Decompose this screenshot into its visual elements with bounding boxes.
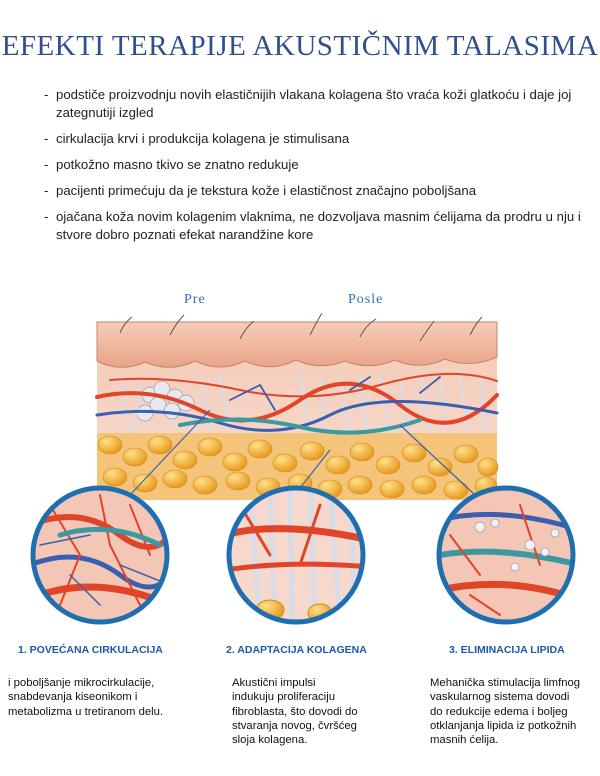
list-item: - potkožno masno tkivo se znatno redukuje	[44, 156, 584, 174]
effect-heading-circulation: 1. POVEĆANA CIRKULACIJA	[18, 644, 163, 656]
detail-circle-lipid	[439, 488, 580, 622]
effect-heading-lipid: 3. ELIMINACIJA LIPIDA	[449, 644, 565, 656]
effect-heading-collagen: 2. ADAPTACIJA KOLAGENA	[226, 644, 367, 656]
label-after: Posle	[348, 292, 384, 307]
list-item: - podstiče proizvodnju novih elastičnijih vlakana kolagena što vraća koži glatkoću i daje joj zategnutiji izgled	[44, 86, 584, 122]
effect-text-collagen: Akustični impulsi indukuju proliferaciju fibroblasta, što dovodi do stvaranja novog, čvršćeg sloja kolagena.	[232, 677, 358, 747]
label-before: Pre	[184, 292, 206, 307]
detail-circle-circulation	[30, 488, 180, 622]
skin-cross-section-illustration	[0, 305, 600, 645]
effect-text-lipid: Mehanička stimulacija limfnog vaskularnog sistema dovodi do redukcije edema i boljeg otklanjanja lipida iz potkožnih masnih ćelija.	[430, 677, 581, 747]
page-title: EFEKTI TERAPIJE AKUSTIČNIM TALASIMA	[1, 30, 599, 62]
list-item: - pacijenti primećuju da je tekstura kože i elastičnost značajno poboljšana	[44, 182, 584, 200]
detail-circle-collagen	[225, 485, 370, 625]
list-item: - cirkulacija krvi i produkcija kolagena je stimulisana	[44, 130, 584, 148]
list-item: - ojačana koža novim kolagenim vlaknima, ne dozvoljava masnim ćelijama da prodru u nju i stvore dobro poznati efekat narandžine kore	[44, 208, 584, 244]
skin-layers	[97, 313, 498, 500]
benefits-list	[44, 86, 584, 244]
effect-text-circulation: i poboljšanje mikrocirkulacije, snabdevanja kiseonikom i metabolizma u tretiranom delu.	[8, 677, 164, 718]
